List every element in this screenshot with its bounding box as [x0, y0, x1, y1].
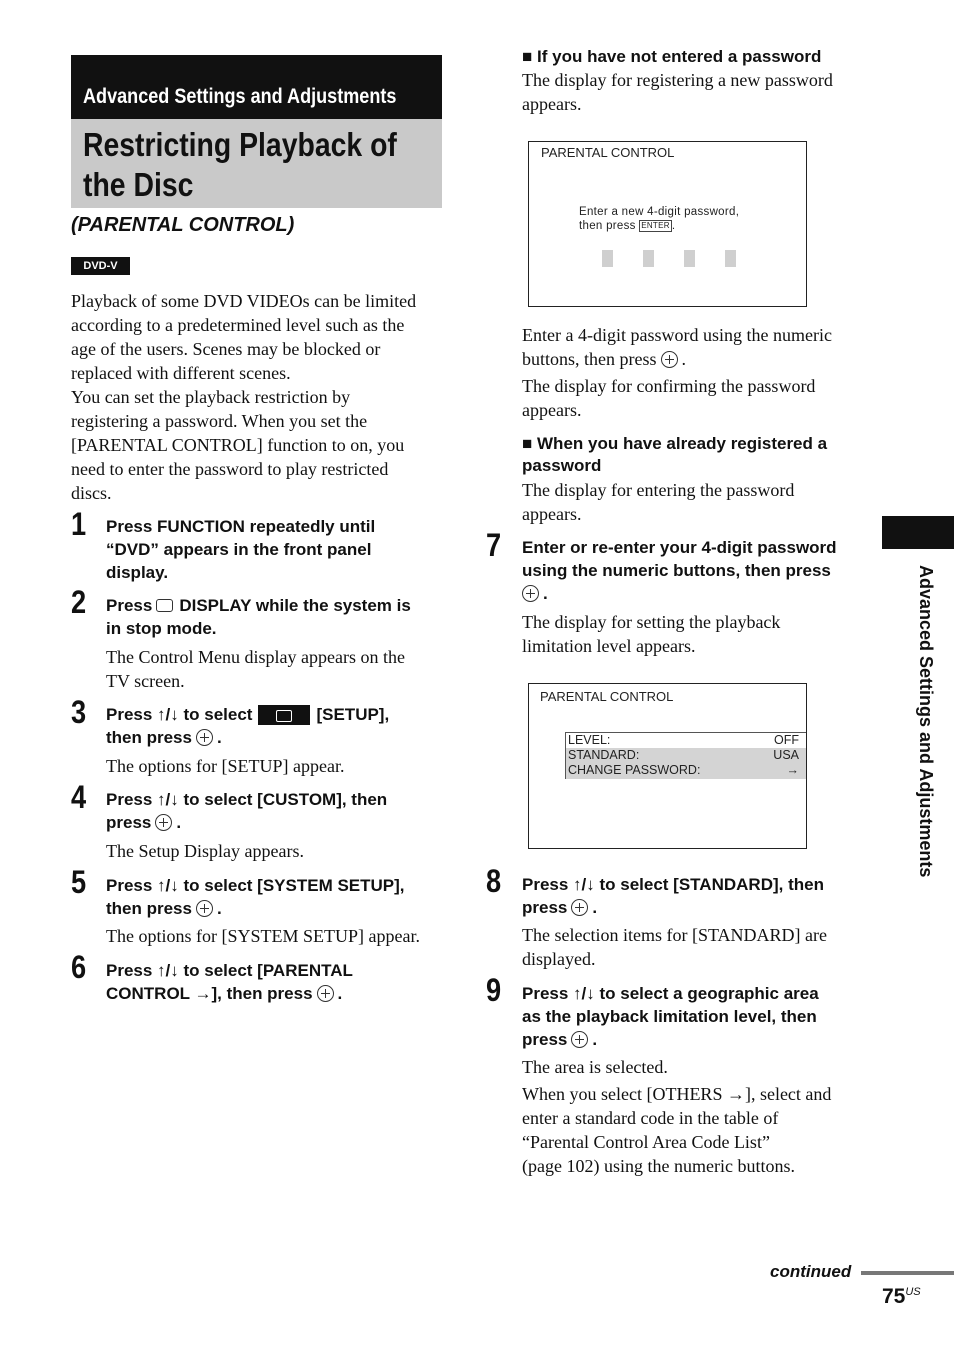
step-3-description: The options for [SETUP] appear.	[106, 756, 345, 776]
step-number: 9	[486, 972, 502, 1008]
step-4-description: The Setup Display appears.	[106, 841, 304, 861]
page-number	[882, 1285, 921, 1309]
step-number: 1	[71, 506, 87, 542]
step-9-description	[522, 1055, 831, 1178]
menu-key: STANDARD:	[568, 748, 640, 762]
desc-line: The Control Menu display appears on the	[106, 647, 405, 667]
continued-rule	[861, 1271, 954, 1275]
step-line: “DVD” appears in the front panel	[106, 540, 372, 559]
password-digit-box	[725, 250, 736, 267]
password-digit-box	[602, 250, 613, 267]
step-line: Press ↑/↓ to select [SYSTEM SETUP],	[106, 876, 405, 895]
desc-line: Enter a 4-digit password using the numeric	[522, 325, 832, 345]
desc-line: The selection items for [STANDARD] are	[522, 925, 827, 945]
intro-line: [PARENTAL CONTROL] function to on, you	[71, 435, 405, 455]
section-header	[71, 55, 442, 119]
subheading-text: If you have not entered a password	[537, 47, 822, 66]
enter-button-icon	[661, 351, 678, 368]
page-suffix: US	[905, 1286, 921, 1298]
step-line: Press ↑/↓ to select a geographic area	[522, 984, 819, 1003]
step-line: Press ↑/↓ to select [CUSTOM], then	[106, 790, 388, 809]
side-section-label: Advanced Settings and Adjustments	[916, 565, 936, 878]
password-digit-box	[684, 250, 695, 267]
desc-line: enter a standard code in the table of	[522, 1108, 779, 1128]
step-7: Enter or re-enter your 4-digit password using the numeric buttons, then press .	[522, 538, 837, 603]
parental-control-new-password-screen	[528, 141, 807, 307]
step-text: DISPLAY while the system is	[179, 596, 411, 615]
intro-line: discs.	[71, 483, 112, 503]
enter-password-description: Enter a 4-digit password using the numeric buttons, then press . The display for confirming the password appears.	[522, 325, 832, 420]
desc-line: limitation level appears.	[522, 636, 696, 656]
registered-description	[522, 478, 794, 526]
menu-value: OFF	[774, 733, 799, 747]
enter-button-icon	[317, 985, 334, 1002]
step-text: then press	[106, 899, 192, 918]
desc-line: appears.	[522, 94, 582, 114]
step-number: 2	[71, 584, 87, 620]
step-8-description	[522, 923, 827, 971]
step-6: Press ↑/↓ to select [PARENTAL CONTROL →], then press .	[106, 961, 353, 1003]
step-7-description	[522, 610, 780, 658]
arrow-right-icon: →	[786, 763, 799, 777]
step-text: press	[522, 898, 568, 917]
continued-label: continued	[770, 1262, 852, 1281]
step-5: Press ↑/↓ to select [SYSTEM SETUP], then press .	[106, 876, 405, 918]
menu-row-level[interactable]	[565, 733, 805, 748]
subheading-registered	[522, 433, 827, 477]
menu-key: CHANGE PASSWORD:	[568, 763, 701, 777]
step-line: as the playback limitation level, then	[522, 1007, 817, 1026]
step-text: Press	[106, 596, 153, 615]
screen-message: Enter a new 4-digit password, then press ENTER .	[579, 206, 740, 232]
step-line: using the numeric buttons, then press	[522, 561, 831, 580]
page-title-line1: Restricting Playback of	[83, 126, 397, 163]
desc-text: buttons, then press	[522, 349, 657, 369]
screen-message-line: Enter a new 4-digit password,	[579, 206, 740, 218]
step-9: Press ↑/↓ to select a geographic area as the playback limitation level, then press .	[522, 984, 819, 1049]
desc-line: When you select [OTHERS →], select and	[522, 1084, 832, 1104]
step-text: [SETUP],	[316, 705, 390, 724]
screen-title: PARENTAL CONTROL	[541, 145, 675, 160]
menu-value: USA	[773, 748, 799, 762]
square-bullet-icon: ■	[522, 434, 533, 453]
intro-line: according to a predetermined level such as the	[71, 315, 405, 335]
intro-line: replaced with different scenes.	[71, 363, 291, 383]
step-line: in stop mode.	[106, 619, 217, 638]
step-line: Enter or re-enter your 4-digit password	[522, 538, 837, 557]
screen-title: PARENTAL CONTROL	[540, 689, 674, 704]
desc-line: The area is selected.	[522, 1057, 668, 1077]
square-bullet-icon: ■	[522, 47, 533, 66]
step-number: 6	[71, 949, 87, 985]
step-1	[106, 515, 375, 584]
desc-line: The display for confirming the password	[522, 376, 816, 396]
step-8: Press ↑/↓ to select [STANDARD], then press .	[522, 875, 824, 917]
step-number: 8	[486, 863, 502, 899]
page-number-value: 75	[882, 1285, 906, 1308]
desc-line: appears.	[522, 504, 582, 524]
step-line: Press ↑/↓ to select [PARENTAL	[106, 961, 353, 980]
enter-key-icon: ENTER	[641, 221, 670, 230]
step-number: 7	[486, 527, 502, 563]
enter-button-icon	[196, 900, 213, 917]
step-5-description: The options for [SYSTEM SETUP] appear.	[106, 926, 420, 946]
step-text: Press ↑/↓ to select	[106, 705, 253, 724]
desc-line: appears.	[522, 400, 582, 420]
menu-key: LEVEL:	[568, 733, 611, 747]
step-text: then press	[106, 728, 192, 747]
enter-button-icon	[196, 729, 213, 746]
no-password-description	[522, 68, 833, 116]
side-tab-marker	[882, 516, 954, 549]
intro-line: You can set the playback restriction by	[71, 387, 351, 407]
desc-line: displayed.	[522, 949, 596, 969]
subheading-no-password	[522, 46, 821, 68]
step-text: CONTROL →], then press	[106, 984, 313, 1003]
step-line: Press ↑/↓ to select [STANDARD], then	[522, 875, 824, 894]
menu-row-change-password[interactable]	[565, 763, 805, 778]
display-button-icon	[156, 599, 173, 612]
intro-paragraph	[71, 289, 416, 505]
intro-line: age of the users. Scenes may be blocked or	[71, 339, 381, 359]
step-number: 3	[71, 694, 87, 730]
desc-line: The display for registering a new password	[522, 70, 833, 90]
intro-line: need to enter the password to play restricted	[71, 459, 389, 479]
page-title-line2: the Disc	[83, 166, 194, 203]
enter-button-icon	[155, 814, 172, 831]
step-line: display.	[106, 563, 169, 582]
step-text: press	[106, 813, 152, 832]
enter-button-icon	[522, 585, 539, 602]
step-number: 4	[71, 779, 87, 815]
page-subtitle: (PARENTAL CONTROL)	[71, 214, 295, 236]
desc-line: The display for setting the playback	[522, 612, 781, 632]
step-2	[106, 594, 411, 640]
subheading-text: When you have already registered a	[537, 434, 828, 453]
enter-button-icon	[571, 1031, 588, 1048]
step-4: Press ↑/↓ to select [CUSTOM], then press .	[106, 790, 388, 832]
dvd-v-badge: DVD-V	[71, 257, 130, 275]
step-text: press	[522, 1030, 568, 1049]
menu-row-standard[interactable]	[565, 748, 805, 763]
step-2-description	[106, 645, 405, 693]
page-title-block	[71, 119, 442, 208]
desc-line: The display for entering the password	[522, 480, 795, 500]
section-title: Advanced Settings and Adjustments	[83, 85, 397, 108]
desc-line: TV screen.	[106, 671, 185, 691]
subheading-text: password	[522, 456, 602, 475]
password-digit-box	[643, 250, 654, 267]
screen-message-line: then press	[579, 220, 636, 232]
step-line: Press FUNCTION repeatedly until	[106, 517, 376, 536]
intro-line: Playback of some DVD VIDEOs can be limited	[71, 291, 417, 311]
desc-line: (page 102) using the numeric buttons.	[522, 1156, 795, 1176]
desc-line: “Parental Control Area Code List”	[522, 1132, 770, 1152]
setup-toolbox-icon	[258, 705, 310, 725]
intro-line: registering a password. When you set the	[71, 411, 368, 431]
step-number: 5	[71, 864, 87, 900]
enter-button-icon	[571, 899, 588, 916]
step-3: Press ↑/↓ to select [SETUP], then press .	[106, 705, 390, 747]
